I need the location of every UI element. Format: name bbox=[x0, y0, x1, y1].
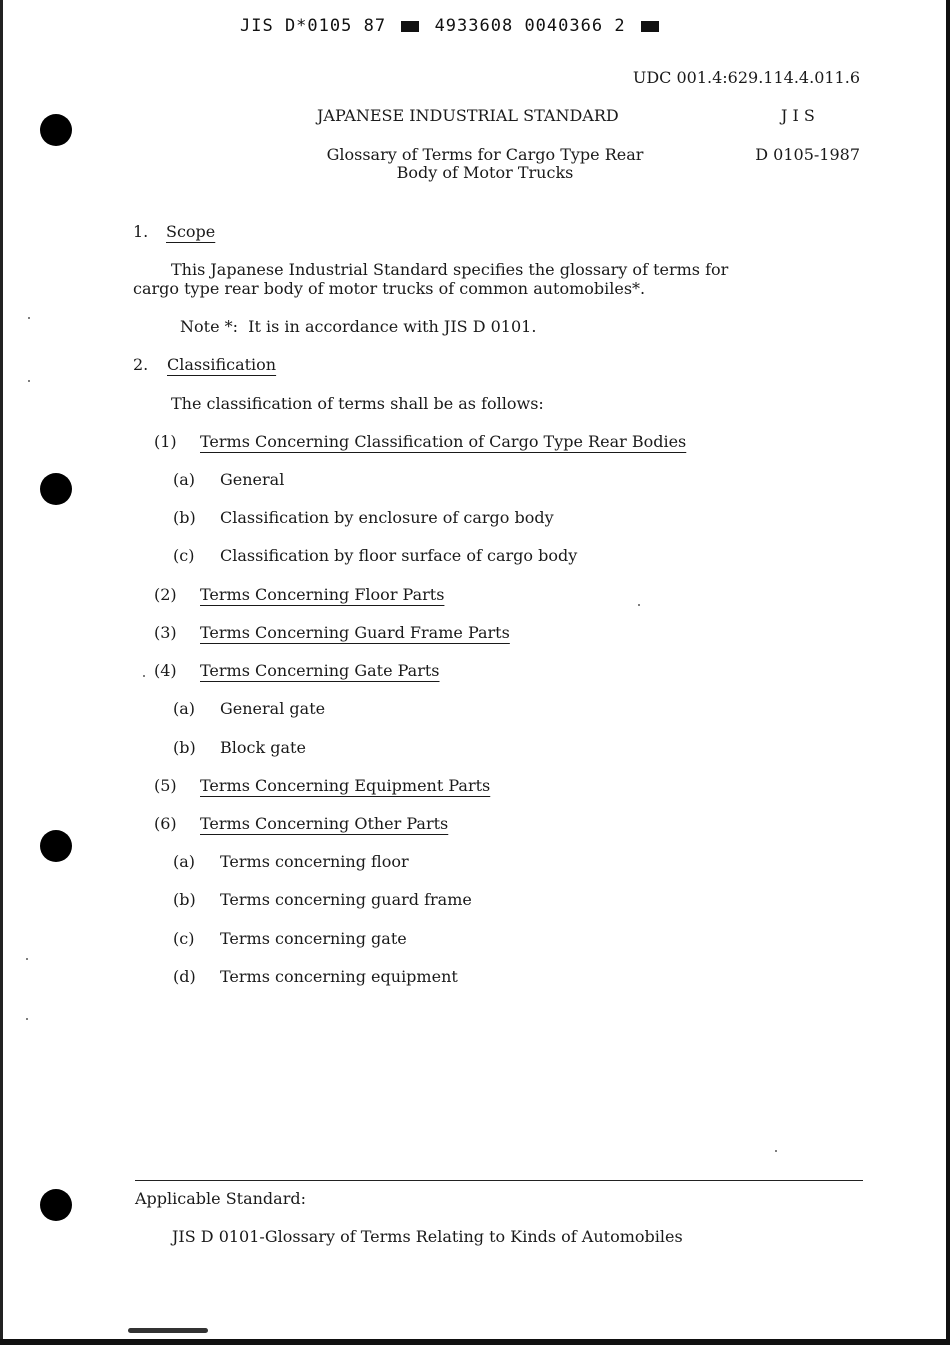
group-title: Terms Concerning Guard Frame Parts bbox=[200, 623, 510, 642]
scan-speck bbox=[775, 1150, 777, 1152]
item-text: Classification by enclosure of cargo body bbox=[220, 508, 554, 527]
scan-edge-bottom bbox=[0, 1339, 950, 1345]
scan-edge-left bbox=[0, 0, 3, 1345]
group-number: (2) bbox=[154, 585, 177, 604]
applicable-standard-reference: JIS D 0101-Glossary of Terms Relating to Kinds of Automobiles bbox=[172, 1227, 683, 1246]
group-number: (6) bbox=[154, 814, 177, 833]
item-text: Terms concerning gate bbox=[220, 929, 407, 948]
code-block-mark bbox=[641, 21, 659, 32]
item-number: (b) bbox=[173, 738, 196, 757]
item-text: Classification by floor surface of cargo body bbox=[220, 546, 578, 565]
document-code-line bbox=[240, 16, 663, 36]
applicable-standard-label: Applicable Standard: bbox=[135, 1189, 306, 1208]
code-part-1: JIS D*0105 87 bbox=[240, 16, 387, 36]
item-text: Terms concerning equipment bbox=[220, 967, 458, 986]
punch-hole bbox=[40, 1189, 72, 1221]
scan-speck bbox=[638, 604, 640, 606]
item-number: (a) bbox=[173, 852, 196, 871]
document-title-line-2: Body of Motor Trucks bbox=[396, 163, 574, 182]
item-number: (b) bbox=[173, 890, 196, 909]
item-number: (c) bbox=[173, 546, 195, 565]
group-number: (4) bbox=[154, 661, 177, 680]
scan-speck bbox=[26, 1018, 28, 1020]
code-part-2: 4933608 0040366 2 bbox=[434, 16, 626, 36]
group-number: (3) bbox=[154, 623, 177, 642]
group-title: Terms Concerning Classification of Cargo Type Rear Bodies bbox=[200, 432, 687, 451]
document-title-line-1: Glossary of Terms for Cargo Type Rear bbox=[326, 145, 644, 164]
scope-text-line-1: This Japanese Industrial Standard specifies the glossary of terms for bbox=[171, 260, 729, 279]
punch-hole bbox=[40, 830, 72, 862]
group-title: Terms Concerning Other Parts bbox=[200, 814, 449, 833]
scan-smudge bbox=[128, 1328, 208, 1333]
item-text: Block gate bbox=[220, 738, 306, 757]
code-block-mark bbox=[401, 21, 419, 32]
group-title: Terms Concerning Equipment Parts bbox=[200, 776, 491, 795]
classification-intro: The classification of terms shall be as follows: bbox=[171, 394, 544, 413]
item-text: Terms concerning floor bbox=[220, 852, 409, 871]
group-title: Terms Concerning Floor Parts bbox=[200, 585, 445, 604]
item-number: (a) bbox=[173, 699, 196, 718]
jis-label: J I S bbox=[781, 106, 815, 125]
scan-speck bbox=[143, 675, 145, 677]
item-text: General bbox=[220, 470, 285, 489]
section-heading-scope: Scope bbox=[166, 222, 216, 241]
group-number: (1) bbox=[154, 432, 177, 451]
organization-title: JAPANESE INDUSTRIAL STANDARD bbox=[317, 106, 619, 125]
punch-hole bbox=[40, 114, 72, 146]
section-heading-classification: Classification bbox=[167, 355, 277, 374]
section-number: 2. bbox=[133, 355, 149, 374]
item-text: General gate bbox=[220, 699, 326, 718]
footer-divider bbox=[135, 1180, 863, 1181]
group-title: Terms Concerning Gate Parts bbox=[200, 661, 440, 680]
standard-number: D 0105-1987 bbox=[755, 145, 860, 164]
item-number: (d) bbox=[173, 967, 196, 986]
scan-speck bbox=[26, 958, 28, 960]
scope-text-line-2: cargo type rear body of motor trucks of common automobiles*. bbox=[133, 279, 646, 298]
group-number: (5) bbox=[154, 776, 177, 795]
scan-edge-right bbox=[946, 0, 950, 1345]
udc-number: UDC 001.4:629.114.4.011.6 bbox=[632, 68, 860, 87]
section-number: 1. bbox=[133, 222, 149, 241]
item-number: (b) bbox=[173, 508, 196, 527]
scope-note: Note *: It is in accordance with JIS D 0101. bbox=[180, 317, 537, 336]
punch-hole bbox=[40, 473, 72, 505]
scan-speck bbox=[28, 317, 30, 319]
item-number: (a) bbox=[173, 470, 196, 489]
scan-speck bbox=[28, 380, 30, 382]
item-number: (c) bbox=[173, 929, 195, 948]
item-text: Terms concerning guard frame bbox=[220, 890, 472, 909]
